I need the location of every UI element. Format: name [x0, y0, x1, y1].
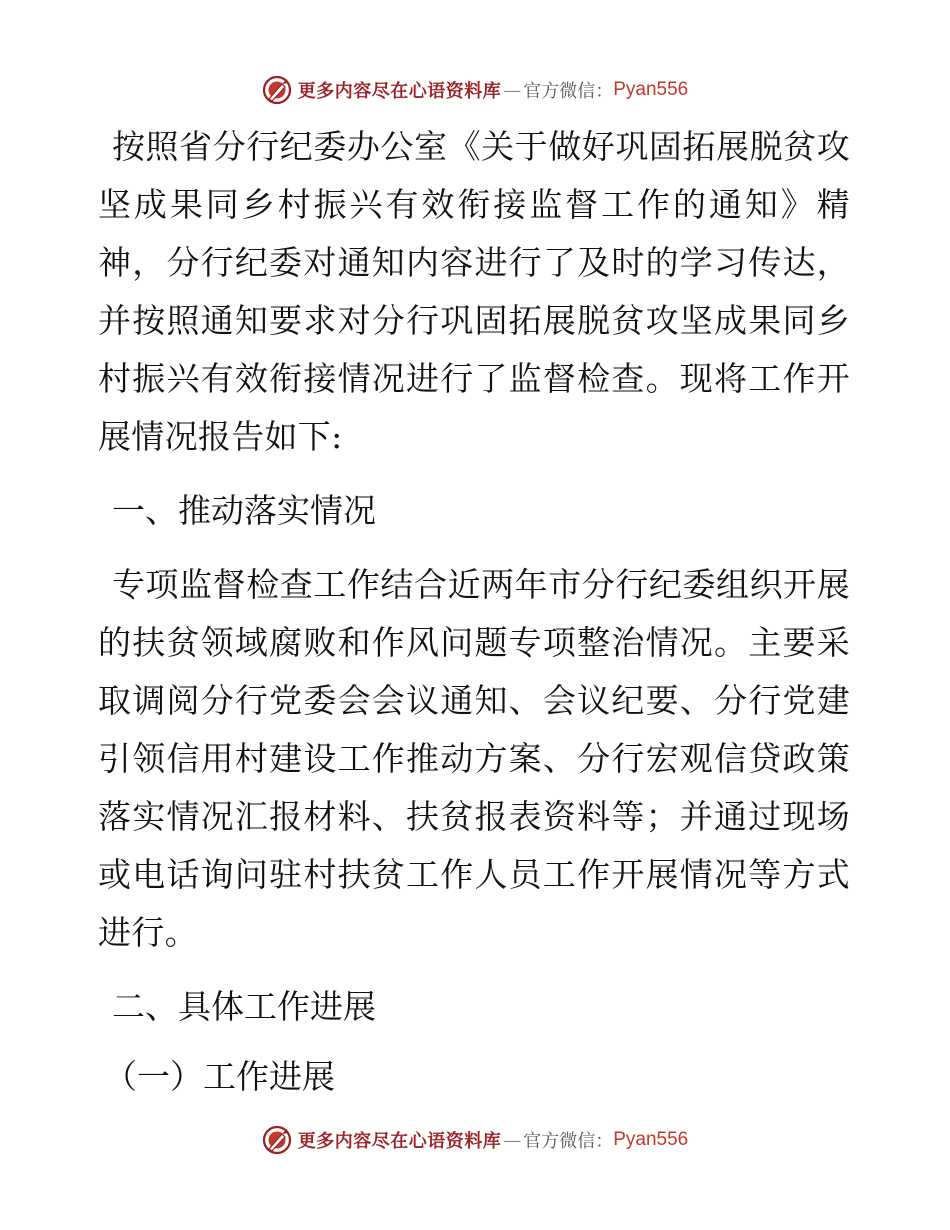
banner-contact-label: 官方微信：	[523, 81, 614, 102]
footer-banner	[0, 1120, 950, 1160]
banner-separator: —	[503, 79, 522, 101]
subsection-heading-1: （一）工作进展	[104, 1057, 335, 1096]
banner-separator: —	[503, 1129, 522, 1151]
banner-title: 更多内容尽在心语资料库	[297, 81, 502, 102]
quill-pen-logo-icon	[262, 1125, 292, 1155]
banner-title: 更多内容尽在心语资料库	[297, 1131, 502, 1152]
section-heading-2: 二、具体工作进展	[112, 987, 376, 1026]
section-heading-1: 一、推动落实情况	[112, 491, 376, 530]
header-banner	[0, 70, 950, 110]
quill-pen-logo-icon	[262, 75, 292, 105]
banner-contact-label: 官方微信：	[523, 1131, 614, 1152]
paragraph-implementation: 专项监督检查工作结合近两年市分行纪委组织开展的扶贫领域腐败和作风问题专项整治情况。主要采取调阅分行党委会会议通知、会议纪要、分行党建引领信用村建设工作推动方案、分行宏观信贷政策落实情况汇报材料、扶贫报表资料等；并通过现场或电话询问驻村扶贫工作人员工作开展情况等方式进行。	[98, 565, 850, 952]
banner-contact-id: Pyan556	[613, 79, 689, 100]
banner-contact-id: Pyan556	[613, 1129, 689, 1150]
paragraph-intro: 按照省分行纪委办公室《关于做好巩固拓展脱贫攻坚成果同乡村振兴有效衔接监督工作的通知》精神，分行纪委对通知内容进行了及时的学习传达，并按照通知要求对分行巩固拓展脱贫攻坚成果同乡村振兴有效衔接情况进行了监督检查。现将工作开展情况报告如下:	[98, 127, 850, 456]
document-body	[98, 118, 850, 1106]
